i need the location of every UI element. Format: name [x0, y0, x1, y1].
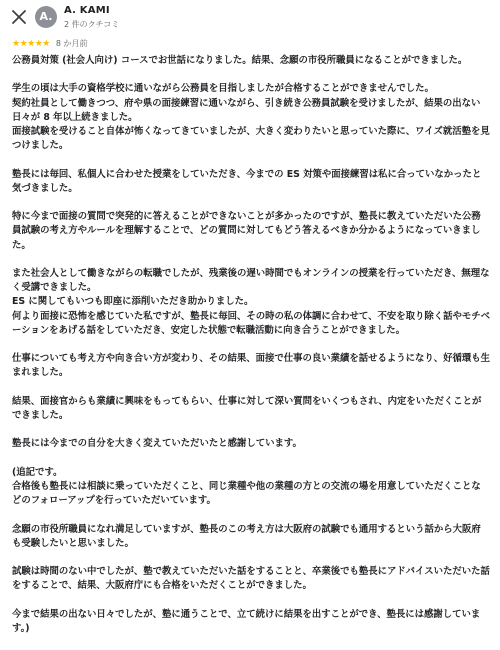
review-header	[0, 0, 500, 34]
review-paragraph: 塾長には毎回、私個人に合わせた授業をしていただき、今までの ES 対策や面接練習は私に合っていなかったと気づきました。	[12, 168, 482, 194]
rating-row	[12, 38, 87, 50]
review-paragraph: 今まで結果の出ない日々でしたが、塾に通うことで、立て続けに結果を出すことができ、塾長には感謝しています。)	[12, 608, 481, 634]
close-icon[interactable]	[9, 7, 29, 27]
review-paragraph: また社会人として働きながらの転職でしたが、残業後の遅い時間でもオンラインの授業を行っていただき、無理なく受講できました。 ES に関してもいつも即座に添削いただき助かりました。 何より面接に恐怖を感じていた私ですが、塾長に毎回、その時の私の体調に合わせて、不安を取り除く話やモチベーションをあげる話をしていただき、安定した状態で転職活動に向き合うことができました。	[12, 267, 490, 336]
review-paragraph: 試験は時間のない中でしたが、塾で教えていただいた話をすることと、卒業後でも塾長にアドバイスいただいた話をすることで、結果、大阪府庁にも合格をいただくことができました。	[12, 566, 490, 592]
close-button[interactable]	[9, 7, 29, 27]
review-paragraph: 公務員対策 (社会人向け) コースでお世話になりました。結果、念願の市役所職員になることができました。	[12, 55, 468, 66]
review-paragraph: 学生の頃は大手の資格学校に通いながら公務員を目指しましたが合格することができませんでした。 契約社員として働きつつ、府や県の面接練習に通いながら、引き続き公務員試験を受けましたが、結果の出ない日々が 8 年以上続きました。 面接試験を受けること自体が怖くなってきていましたが、大きく変わりたいと思っていた際に、ワイズ就活塾を見つけました。	[12, 83, 490, 152]
avatar[interactable]: A.	[35, 6, 57, 28]
review-paragraph: 塾長には今までの自分を大きく変えていただいたと感謝しています。	[12, 438, 302, 450]
review-paragraph: 念願の市役所職員になれ満足していますが、塾長のこの考え方は大阪府の試験でも通用するという話から大阪府も受験したいと思いました。	[12, 523, 481, 549]
review-paragraph: 仕事についても考え方や向き合い方が変わり、その結果、面接で仕事の良い業績を話せるようになり、好循環も生まれました。	[12, 353, 490, 379]
review-paragraph: (追記です。 合格後も塾長には相談に乗っていただくこと、同じ業種や他の業種の方との交流の場を用意していただくことなどのフォローアップを行っていただいています。	[12, 466, 481, 507]
star-rating: ★★★★★	[12, 39, 50, 49]
reviewer-name[interactable]: A. KAMI	[64, 5, 110, 16]
review-date: 8 か月前	[55, 39, 88, 48]
review-count: 2 件のクチコミ	[64, 20, 120, 29]
review-paragraph: 特に今まで面接の質問で突発的に答えることができないことが多かったのですが、塾長に教えていただいた公務員試験の考え方やルールを理解することで、どの質問に対してもどう答えるべきか分かるようになっていきました。	[12, 211, 481, 251]
review-paragraph: 結果、面接官からも業績に興味をもってもらい、仕事に対して深い質問をいくつもされ、内定をいただくことができました。	[12, 395, 482, 421]
review-text	[12, 54, 490, 650]
